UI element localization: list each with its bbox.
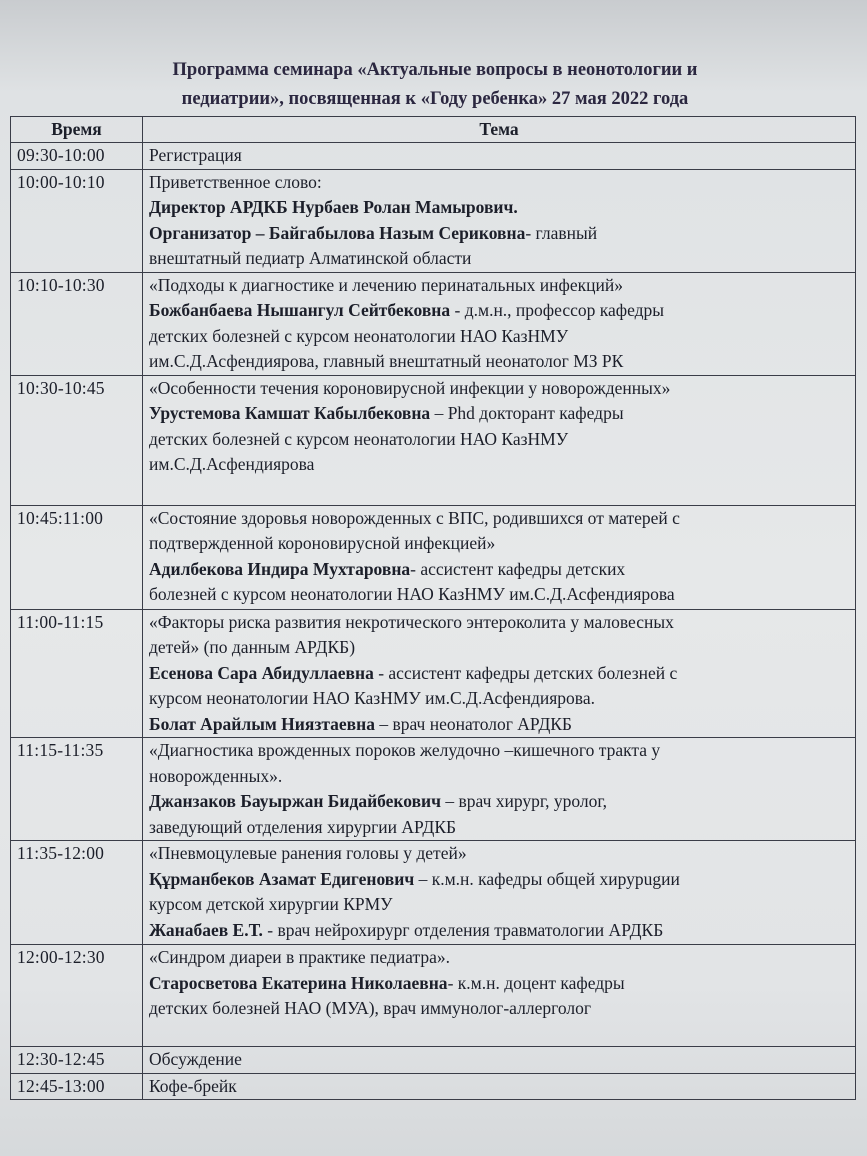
line-text: «Диагностика врожденных пороков желудочно –кишечного тракта у xyxy=(149,740,661,760)
time-cell: 10:10-10:30 xyxy=(11,272,143,375)
topic-line xyxy=(149,376,851,402)
line-text: курсом неонатологии НАО КазНМУ им.С.Д.Асфендиярова. xyxy=(149,688,595,708)
table-row xyxy=(11,143,856,170)
line-text: детских болезней НАО (МУА), врач иммунолог-аллерголог xyxy=(149,998,592,1018)
topic-line xyxy=(149,221,851,247)
program-rows xyxy=(11,143,856,1100)
time-cell: 11:00-11:15 xyxy=(11,609,143,738)
topic-line xyxy=(149,661,851,687)
time-cell: 11:35-12:00 xyxy=(11,841,143,945)
speaker-name: Болат Арайлым Ниязтаевна xyxy=(149,713,375,734)
topic-line xyxy=(149,764,851,790)
time-cell: 10:00-10:10 xyxy=(11,169,143,272)
speaker-name: Құрманбеков Азамат Едигенович xyxy=(149,868,415,889)
line-text: болезней с курсом неонатологии НАО КазНМУ им.С.Д.Асфендиярова xyxy=(149,584,675,604)
line-text: – врач хирург, уролог, xyxy=(441,791,607,811)
line-text: «Особенности течения короновирусной инфекции у новорожденных» xyxy=(149,377,671,398)
topic-line xyxy=(149,170,851,196)
topic-cell xyxy=(143,1047,856,1074)
topic-line xyxy=(149,945,851,971)
topic-line xyxy=(149,557,851,583)
topic-line xyxy=(149,427,851,453)
table-row xyxy=(11,1047,856,1074)
time-cell: 10:30-10:45 xyxy=(11,375,143,505)
line-text: детских болезней с курсом неонатологии НАО КазНМУ xyxy=(149,428,569,449)
line-text: курсом детской хирургии КРМУ xyxy=(149,894,393,914)
title-line-1: Программа семинара «Актуальные вопросы в неонотологии и xyxy=(172,60,698,80)
line-text: «Синдром диареи в практике педиатра». xyxy=(149,947,450,967)
topic-line xyxy=(149,996,851,1022)
topic-line xyxy=(149,531,851,557)
program-table xyxy=(10,116,856,1100)
topic-line xyxy=(149,971,851,997)
line-text: Приветственное слово: xyxy=(149,171,322,192)
topic-cell xyxy=(143,143,856,170)
table-row xyxy=(11,1073,856,1100)
line-text: Кофе-брейк xyxy=(149,1075,237,1096)
line-text: Обсуждение xyxy=(149,1049,242,1069)
topic-line xyxy=(149,349,851,375)
line-text: им.С.Д.Асфендиярова xyxy=(149,454,315,474)
topic-line xyxy=(149,738,851,764)
topic-cell xyxy=(143,945,856,1047)
line-text: детей» (по данным АРДКБ) xyxy=(149,637,356,657)
title-line-2: педиатрии», посвященная к «Году ребенка» 27 мая 2022 года xyxy=(181,89,689,109)
line-text: - к.м.н. доцент кафедры xyxy=(447,972,625,993)
table-row xyxy=(11,169,856,272)
speaker-name: Урустемова Камшат Кабылбековна xyxy=(149,403,431,423)
table-row xyxy=(11,609,856,738)
speaker-name: Божбанбаева Нышангул Сейтбековна xyxy=(149,300,451,320)
line-text: «Подходы к диагностике и лечению перинатальных инфекций» xyxy=(149,274,623,295)
header-topic: Тема xyxy=(143,117,856,143)
table-row xyxy=(11,272,856,375)
speaker-name: Джанзаков Бауыржан Бидайбекович xyxy=(149,791,442,811)
topic-line xyxy=(149,246,851,272)
topic-cell xyxy=(143,841,856,945)
time-cell: 09:30-10:00 xyxy=(11,143,143,170)
topic-line xyxy=(149,610,851,636)
topic-line xyxy=(149,298,851,324)
topic-line xyxy=(149,506,851,532)
line-text: «Состояние здоровья новорожденных с ВПС, родившихся от матерей с xyxy=(149,507,680,528)
topic-cell xyxy=(143,169,856,272)
line-text: – врач неонатолог АРДКБ xyxy=(374,713,572,734)
topic-line xyxy=(149,815,851,841)
header-time: Время xyxy=(11,117,143,143)
topic-cell xyxy=(143,375,856,505)
topic-line xyxy=(149,273,851,299)
line-text: заведующий отделения хирургии АРДКБ xyxy=(149,816,457,837)
table-row xyxy=(11,841,856,945)
topic-cell xyxy=(143,505,856,609)
time-cell: 10:45:11:00 xyxy=(11,505,143,609)
line-text: - ассистент кафедры детских xyxy=(410,558,626,579)
line-text: - ассистент кафедры детских болезней с xyxy=(373,662,678,683)
topic-cell xyxy=(143,272,856,375)
line-text: – к.м.н. кафедры общей хирурugии xyxy=(414,868,680,889)
speaker-name: Старосветова Екатерина Николаевна xyxy=(149,972,448,993)
time-cell: 12:45-13:00 xyxy=(11,1073,143,1100)
table-row xyxy=(11,375,856,505)
speaker-name: Есенова Сара Абидуллаевна xyxy=(149,662,374,683)
speaker-name: Директор АРДКБ Нурбаев Ролан Мамырович. xyxy=(149,197,518,217)
line-text: подтвержденной короновирусной инфекцией» xyxy=(149,533,496,553)
line-text: детских болезней с курсом неонатологии НАО КазНМУ xyxy=(149,325,569,346)
topic-line xyxy=(149,143,851,169)
topic-line xyxy=(149,686,851,712)
line-text: «Пневмоцулевые ранения головы у детей» xyxy=(149,843,467,863)
speaker-name: Адилбекова Индира Мухтаровна xyxy=(149,558,411,579)
topic-cell xyxy=(143,1073,856,1100)
topic-line xyxy=(149,195,851,221)
line-text: «Факторы риска развития некротического энтероколита у маловесных xyxy=(149,611,674,632)
program-title xyxy=(20,56,850,114)
topic-line xyxy=(149,635,851,661)
line-text: - главный xyxy=(525,222,598,243)
line-text: им.С.Д.Асфендиярова, главный внештатный неонатолог МЗ РК xyxy=(149,351,624,371)
table-row xyxy=(11,738,856,841)
line-text: - д.м.н., профессор кафедры xyxy=(450,300,665,320)
line-text: новорожденных». xyxy=(149,765,283,786)
topic-line xyxy=(149,582,851,608)
line-text: Регистрация xyxy=(149,145,242,165)
topic-line xyxy=(149,789,851,815)
speaker-name: Организатор – Байгабылова Назым Сериковна xyxy=(149,222,526,243)
speaker-name: Жанабаев Е.Т. xyxy=(149,919,263,940)
topic-line xyxy=(149,401,851,427)
line-text: внештатный педиатр Алматинской области xyxy=(149,248,472,268)
topic-line xyxy=(149,1074,851,1100)
topic-line xyxy=(149,867,851,893)
table-header-row xyxy=(11,117,856,143)
table-row xyxy=(11,505,856,609)
topic-line xyxy=(149,918,851,944)
topic-line xyxy=(149,1047,851,1073)
topic-line xyxy=(149,324,851,350)
topic-line xyxy=(149,452,851,478)
line-text: - врач нейрохирург отделения травматологии АРДКБ xyxy=(262,919,664,940)
topic-line xyxy=(149,712,851,738)
topic-line xyxy=(149,841,851,867)
time-cell: 12:30-12:45 xyxy=(11,1047,143,1074)
line-text: – Phd докторант кафедры xyxy=(430,403,624,423)
topic-cell xyxy=(143,609,856,738)
time-cell: 12:00-12:30 xyxy=(11,945,143,1047)
topic-line xyxy=(149,892,851,918)
table-row xyxy=(11,945,856,1047)
topic-cell xyxy=(143,738,856,841)
time-cell: 11:15-11:35 xyxy=(11,738,143,841)
